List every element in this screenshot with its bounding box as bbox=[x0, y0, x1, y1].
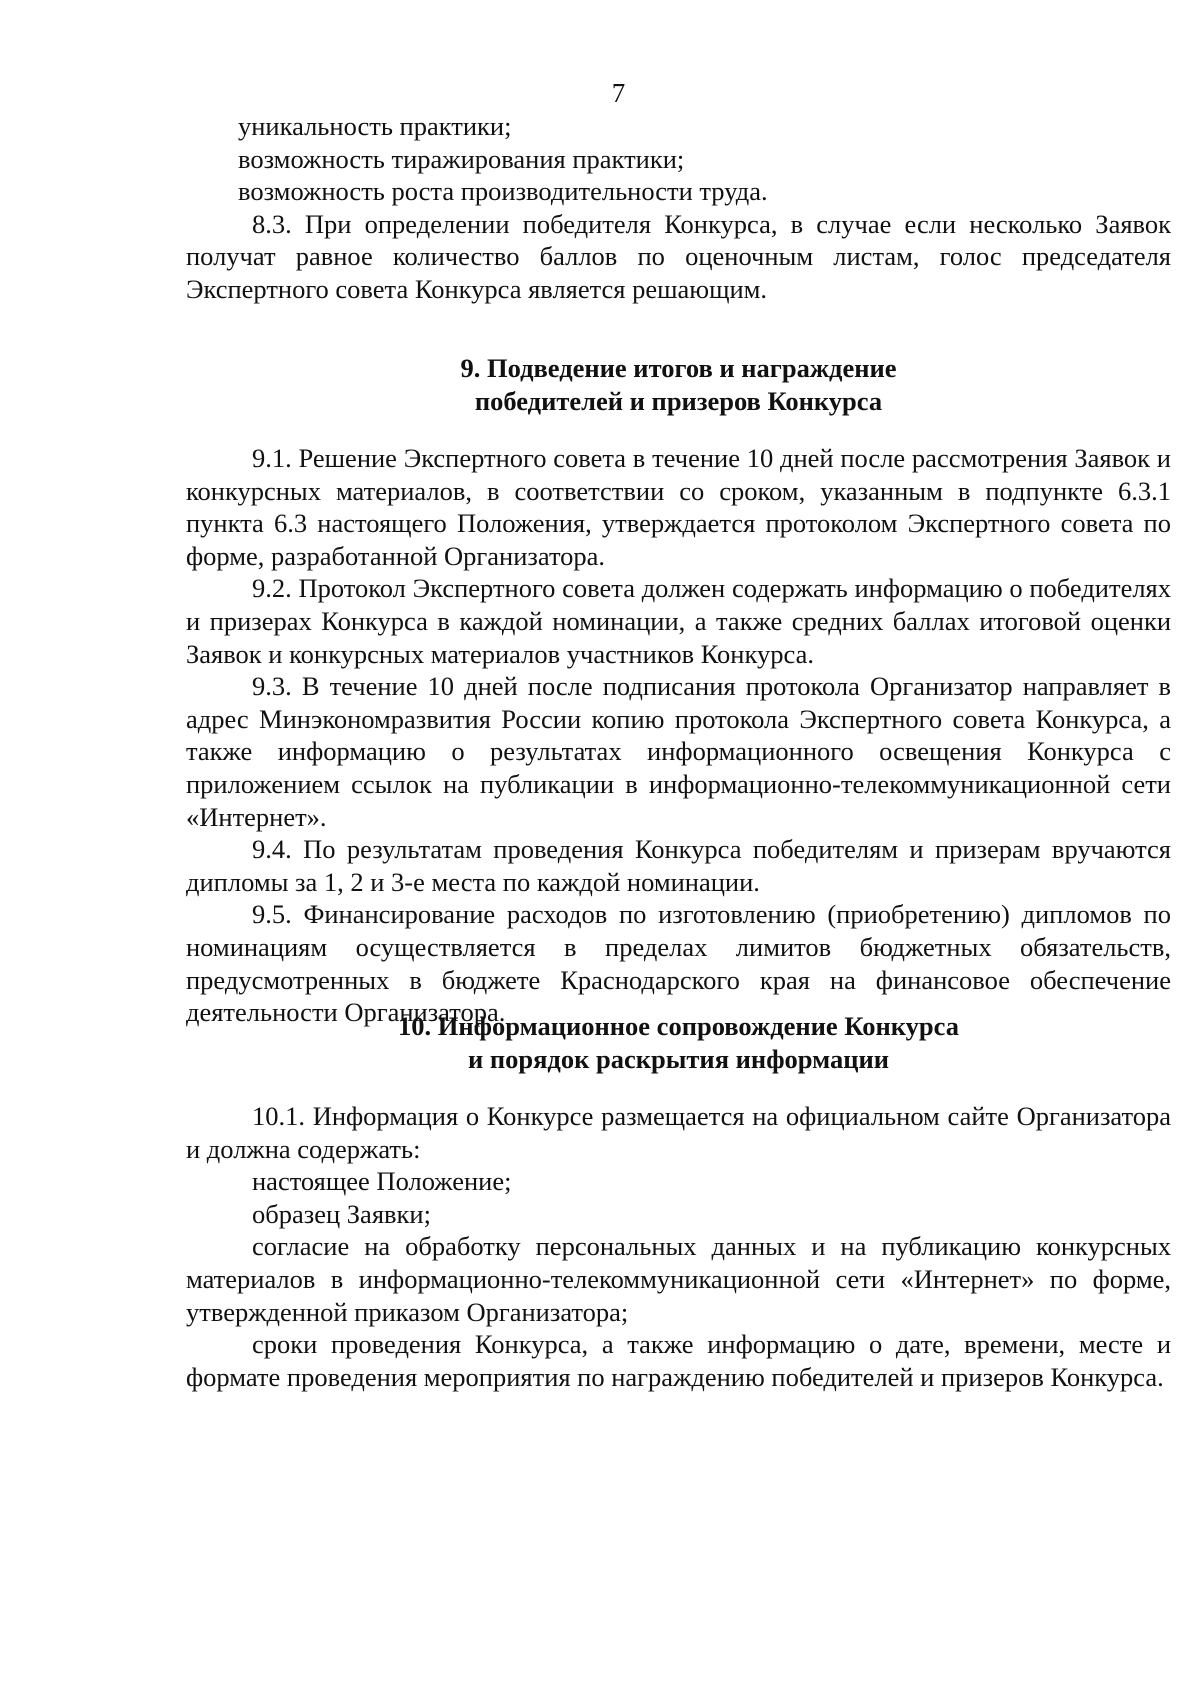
heading-line: победителей и призеров Конкурса bbox=[474, 385, 883, 416]
paragraph-9-3: 9.3. В течение 10 дней после подписания протокола Организатор направляет в адрес Минэкономразвития России копию протокола Экспертного совета Конкурса, а также информацию о результатах информационного освещения Конкурса с приложением ссылок на публикации в информационно-телекоммуникационной сети «Интернет». bbox=[186, 671, 1171, 832]
paragraph-9-1: 9.1. Решение Экспертного совета в течение 10 дней после рассмотрения Заявок и конкурсных материалов, в соответствии со сроком, указанным в подпункте 6.3.1 пункта 6.3 настоящего Положения, утверждается протоколом Экспертного совета по форме, разработанной Организатора. bbox=[186, 443, 1171, 571]
paragraph-consent: согласие на обработку персональных данных и на публикацию конкурсных материалов в информационно-телекоммуникационной сети «Интернет» по форме, утвержденной приказом Организатора; bbox=[186, 1231, 1171, 1327]
section-10-heading bbox=[186, 1010, 1171, 1075]
list-item: образец Заявки; bbox=[252, 1198, 431, 1229]
paragraph-9-4: 9.4. По результатам проведения Конкурса победителям и призерам вручаются дипломы за 1, 2 и 3-е места по каждой номинации. bbox=[186, 834, 1171, 897]
heading-line: 9. Подведение итогов и награждение bbox=[460, 353, 897, 383]
heading-line: и порядок раскрытия информации bbox=[467, 1043, 890, 1074]
paragraph-dates: сроки проведения Конкурса, а также информацию о дате, времени, месте и формате проведения мероприятия по награждению победителей и призеров Конкурса. bbox=[186, 1329, 1171, 1392]
section-9-heading bbox=[186, 352, 1171, 417]
list-item: уникальность практики; bbox=[238, 111, 512, 141]
section-10-body bbox=[186, 1100, 1171, 1393]
paragraph-9-5: 9.5. Финансирование расходов по изготовлению (приобретению) дипломов по номинациям осуществляется в пределах лимитов бюджетных обязательств, предусмотренных в бюджете Краснодарского края на финансовое обеспечение деятельности Организатора. bbox=[186, 899, 1171, 1028]
heading-line: 10. Информационное сопровождение Конкурса bbox=[398, 1011, 959, 1041]
section-heading bbox=[186, 1010, 1171, 1075]
section-heading bbox=[186, 352, 1171, 417]
top-block bbox=[186, 110, 1171, 306]
list-item: настоящее Положение; bbox=[252, 1166, 512, 1197]
paragraph-8-3: 8.3. При определении победителя Конкурса, в случае если несколько Заявок получат равное количество баллов по оценочным листам, голос председателя Экспертного совета Конкурса является решающим. bbox=[186, 208, 1171, 304]
page-number: 7 bbox=[611, 78, 626, 108]
list-item: возможность тиражирования практики; bbox=[238, 143, 685, 174]
list-item: возможность роста производительности труда. bbox=[238, 176, 768, 207]
section-9-body bbox=[186, 442, 1171, 1029]
paragraph-10-1: 10.1. Информация о Конкурсе размещается на официальном сайте Организатора и должна содержать: bbox=[186, 1101, 1171, 1164]
paragraph-9-2: 9.2. Протокол Экспертного совета должен содержать информацию о победителях и призерах Конкурса в каждой номинации, а также средних баллах итоговой оценки Заявок и конкурсных материалов участников Конкурса. bbox=[186, 573, 1171, 669]
